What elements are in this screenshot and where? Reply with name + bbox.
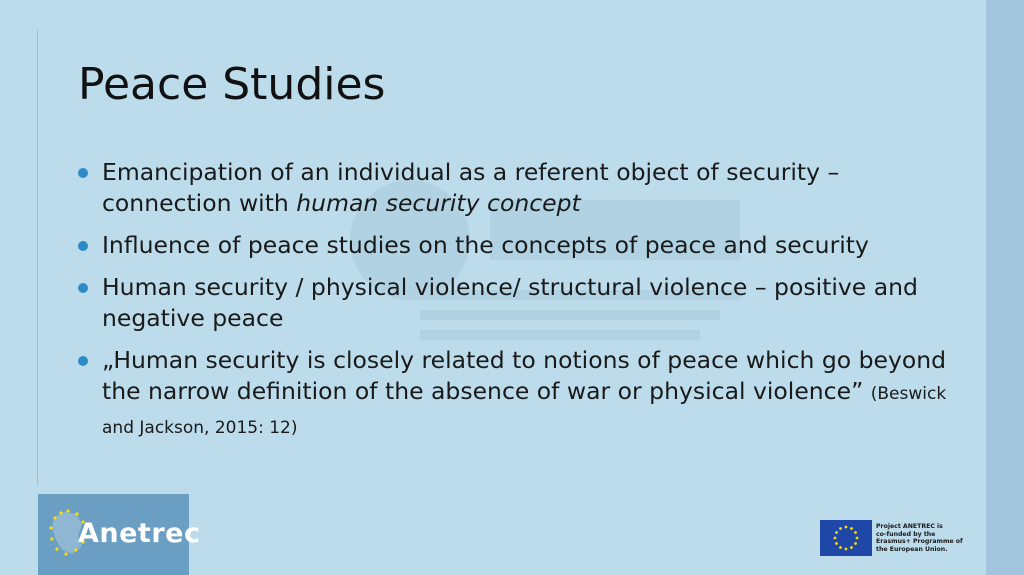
left-divider-line <box>37 30 38 485</box>
eu-star-icon <box>854 531 857 534</box>
bullet-text: „Human security is closely related to notions of peace which go beyond the narrow definition of the absence of war or physical violence” <box>102 346 947 405</box>
eu-star-icon <box>835 542 838 545</box>
eu-star-icon <box>850 546 853 549</box>
bullet-item <box>78 272 958 334</box>
bullet-dot-icon <box>78 241 88 251</box>
bullet-text: Influence of peace studies on the concepts of peace and security <box>102 231 869 259</box>
eu-notice-line: Erasmus+ Programme of <box>876 538 963 546</box>
bullet-text: Human security / physical violence/ structural violence – positive and negative peace <box>102 273 918 332</box>
bullet-item <box>78 230 958 261</box>
eu-notice-line: co-funded by the <box>876 530 936 538</box>
bullet-emphasis: human security concept <box>296 189 581 217</box>
bullet-dot-icon <box>78 168 88 178</box>
eu-flag-icon <box>820 520 872 556</box>
bullet-citation: (Beswick and Jackson, 2015: 12) <box>102 384 947 438</box>
eu-star-icon <box>835 531 838 534</box>
eu-funding-notice <box>876 523 986 554</box>
right-accent-band <box>986 0 1024 575</box>
eu-star-icon <box>856 537 859 540</box>
bullet-text: Emancipation of an individual as a referent object of security – connection with <box>102 158 840 217</box>
eu-star-icon <box>845 548 848 551</box>
eu-star-icon <box>834 537 837 540</box>
logo-text: Anetrec <box>78 518 201 549</box>
bullet-item <box>78 345 958 444</box>
eu-star-icon <box>850 527 853 530</box>
eu-star-icon <box>845 526 848 529</box>
eu-star-icon <box>854 542 857 545</box>
eu-star-icon <box>839 546 842 549</box>
anetrec-logo <box>38 494 201 575</box>
bullet-dot-icon <box>78 356 88 366</box>
bullet-item <box>78 157 958 219</box>
eu-notice-line: Project ANETREC is <box>876 523 943 530</box>
bullet-dot-icon <box>78 283 88 293</box>
slide-title: Peace Studies <box>78 59 386 110</box>
eu-notice-line: the European Union. <box>876 546 948 554</box>
eu-star-icon <box>839 527 842 530</box>
bullet-list <box>78 157 958 455</box>
